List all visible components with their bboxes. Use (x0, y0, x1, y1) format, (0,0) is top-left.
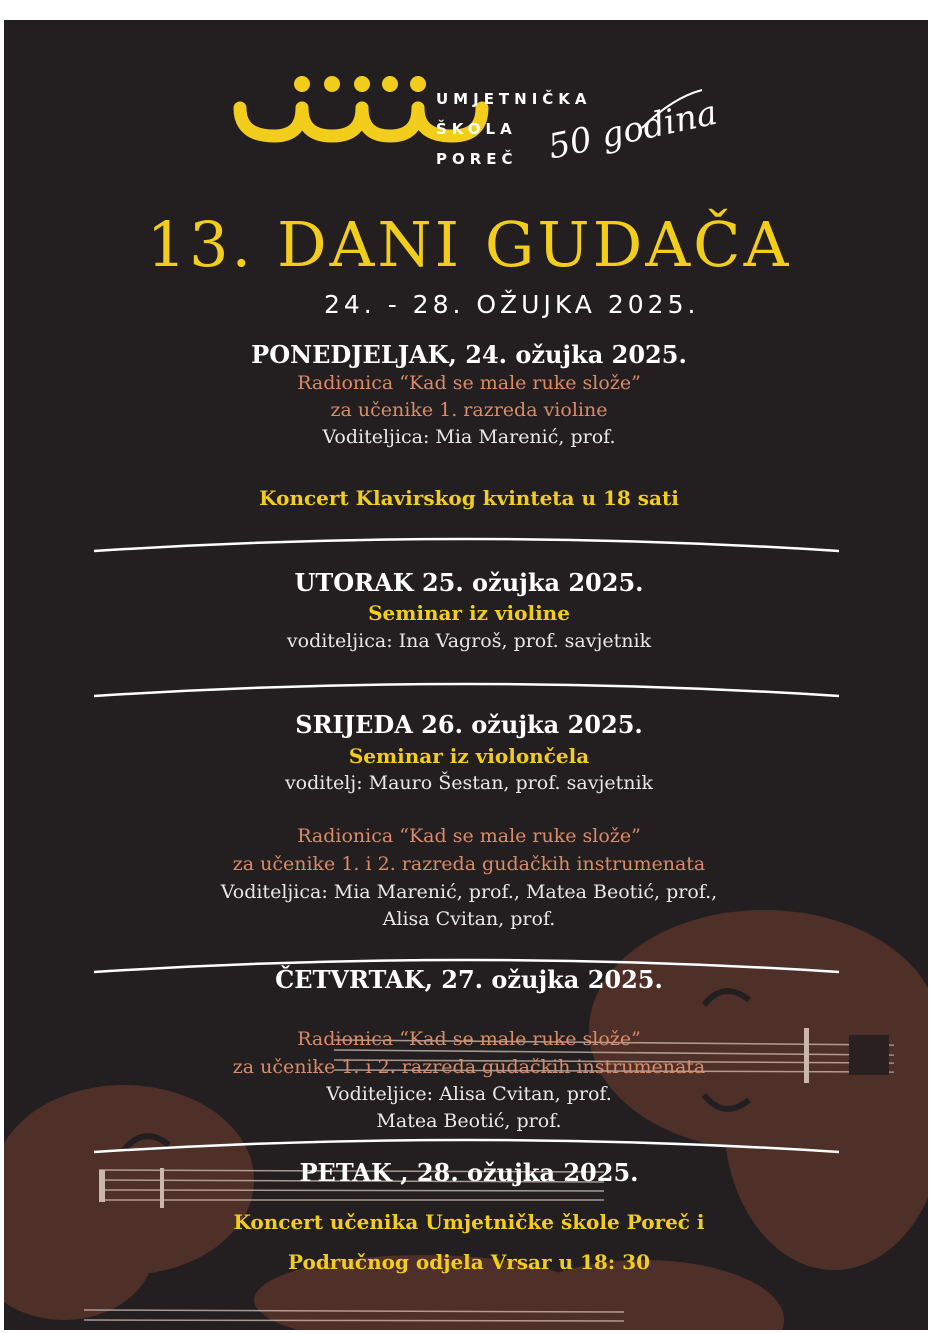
wednesday-leaders-line1: Voditeljica: Mia Marenić, prof., Matea Beotić, prof., (220, 881, 718, 903)
thursday-workshop-audience: za učenike 1. i 2. razreda gudačkih instrumenata (232, 1056, 706, 1078)
divider (94, 535, 839, 555)
school-name-line2: ŠKOLA (436, 120, 517, 138)
monday-workshop-audience: za učenike 1. razreda violine (330, 399, 608, 421)
monday-leader: Voditeljica: Mia Marenić, prof. (322, 426, 616, 448)
school-name-line1: UMJETNIČKA (436, 90, 592, 108)
thursday-leaders-line2: Matea Beotić, prof. (376, 1110, 562, 1132)
monday-concert: Koncert Klavirskog kvinteta u 18 sati (259, 486, 679, 510)
wednesday-seminar: Seminar iz violončela (348, 744, 590, 768)
wednesday-workshop-audience: za učenike 1. i 2. razreda gudačkih instrumenata (232, 853, 706, 875)
thursday-leaders-line1: Voditeljice: Alisa Cvitan, prof. (326, 1083, 612, 1105)
thursday-workshop: Radionica “Kad se male ruke slože” (297, 1028, 641, 1050)
friday-concert-line1: Koncert učenika Umjetničke škole Poreč i (233, 1210, 705, 1234)
divider (94, 1136, 839, 1156)
event-title: 13. DANI GUDAČA (146, 208, 792, 281)
school-name-line3: POREČ (436, 150, 518, 168)
tuesday-seminar: Seminar iz violine (368, 601, 570, 625)
monday-heading: PONEDJELJAK, 24. ožujka 2025. (251, 340, 687, 369)
wednesday-leaders-line2: Alisa Cvitan, prof. (382, 908, 556, 930)
tuesday-leader: voditeljica: Ina Vagroš, prof. savjetnik (286, 630, 652, 652)
monday-workshop: Radionica “Kad se male ruke slože” (297, 372, 641, 394)
anniversary-signature: 50 godina (544, 92, 721, 168)
wednesday-heading: SRIJEDA 26. ožujka 2025. (295, 710, 643, 739)
poster (4, 20, 928, 1330)
tuesday-heading: UTORAK 25. ožujka 2025. (294, 568, 644, 597)
wednesday-leader: voditelj: Mauro Šestan, prof. savjetnik (284, 772, 654, 794)
friday-heading: PETAK , 28. ožujka 2025. (299, 1158, 639, 1187)
event-dates: 24. - 28. OŽUJKA 2025. (324, 290, 700, 319)
divider (94, 680, 839, 700)
thursday-heading: ČETVRTAK, 27. ožujka 2025. (275, 965, 663, 994)
wednesday-workshop: Radionica “Kad se male ruke slože” (297, 825, 641, 847)
friday-concert-line2: Područnog odjela Vrsar u 18: 30 (287, 1250, 650, 1274)
